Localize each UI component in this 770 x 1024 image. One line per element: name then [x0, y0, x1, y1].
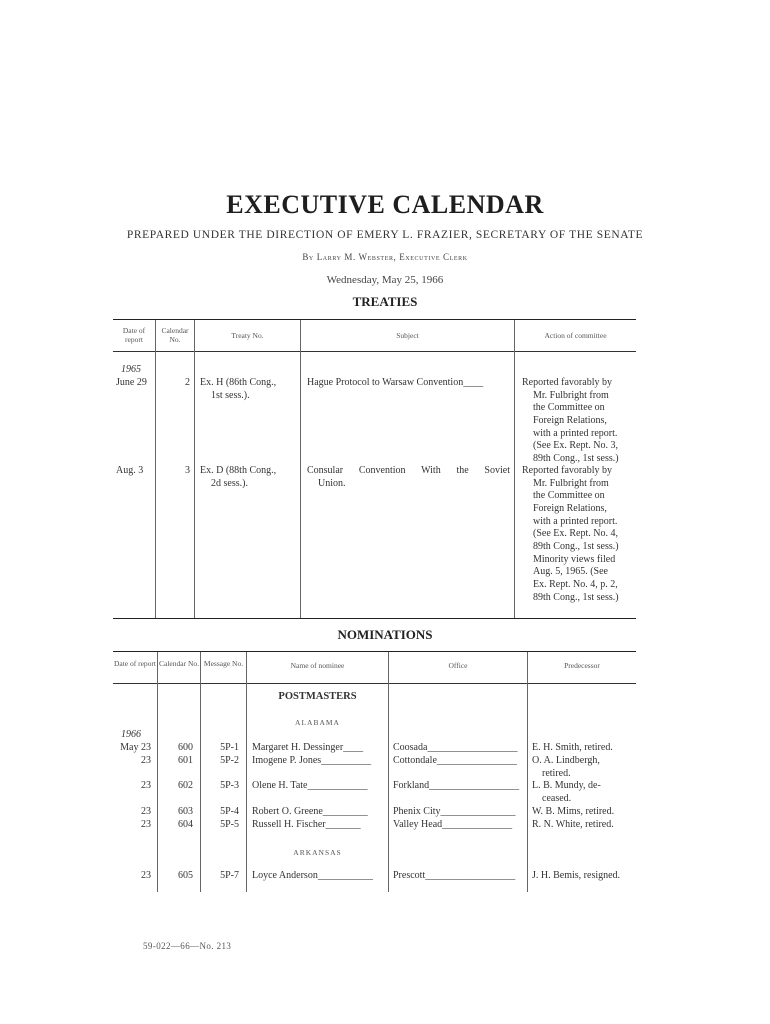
- treaty-action-line: (See Ex. Rept. No. 3,: [533, 440, 618, 451]
- nominations-top-rule: [113, 651, 636, 652]
- nominations-header-rule: [113, 683, 636, 684]
- nomination-message-no: 5P-5: [220, 819, 239, 830]
- nominee-name: Imogene P. Jones__________: [252, 755, 372, 766]
- nomination-message-no: 5P-3: [220, 780, 239, 791]
- treaty-action-line: Mr. Fulbright from: [533, 390, 609, 401]
- nominee-office: Phenix City_______________: [393, 806, 516, 817]
- treaty-action-line: 89th Cong., 1st sess.): [533, 453, 619, 464]
- nomination-calendar-no: 603: [178, 806, 193, 817]
- nominee-name: Russell H. Fischer_______: [252, 819, 361, 830]
- treaty-action-line: Aug. 5, 1965. (See: [533, 566, 608, 577]
- treaties-heading: TREATIES: [352, 294, 418, 309]
- treaty-action-line: Mr. Fulbright from: [533, 478, 609, 489]
- treaty-action-line: Foreign Relations,: [533, 415, 607, 426]
- nominations-col-message: Message No.: [203, 659, 244, 668]
- nominations-col-divider: [527, 652, 528, 892]
- treaty-action-line: 89th Cong., 1st sess.): [533, 541, 619, 552]
- state-heading: ALABAMA: [295, 718, 340, 727]
- nominee-office: Cottondale________________: [393, 755, 517, 766]
- nominee-name: Margaret H. Dessinger____: [252, 742, 364, 753]
- nomination-calendar-no: 605: [178, 870, 193, 881]
- treaties-col-divider: [514, 320, 515, 618]
- nomination-calendar-no: 604: [178, 819, 193, 830]
- nominations-col-predecessor: Predecessor: [564, 661, 600, 670]
- nomination-message-no: 5P-7: [220, 870, 239, 881]
- nominee-predecessor-cont: retired.: [542, 768, 571, 779]
- nominee-predecessor: R. N. White, retired.: [532, 819, 614, 830]
- nomination-date: May 23: [120, 742, 151, 753]
- nominee-name: Olene H. Tate____________: [252, 780, 368, 791]
- nomination-message-no: 5P-1: [220, 742, 239, 753]
- treaties-col-calendar: Calendar No.: [161, 326, 189, 344]
- nominations-col-divider: [200, 652, 201, 892]
- treaty-subject: Hague Protocol to Warsaw Convention____: [307, 377, 484, 388]
- treaty-calendar-no: 2: [185, 377, 190, 388]
- treaties-col-subject: Subject: [396, 331, 419, 340]
- treaties-col-action: Action of committee: [544, 331, 607, 340]
- treaties-top-rule: [113, 319, 636, 320]
- treaty-action-line: Reported favorably by: [522, 377, 612, 388]
- treaty-calendar-no: 3: [185, 465, 190, 476]
- nominee-predecessor: W. B. Mims, retired.: [532, 806, 615, 817]
- prepared-by-line: PREPARED UNDER THE DIRECTION OF EMERY L. FRAZIER, SECRETARY OF THE SENATE: [126, 229, 644, 241]
- nomination-calendar-no: 600: [178, 742, 193, 753]
- treaty-action-line: the Committee on: [533, 490, 605, 501]
- nominations-heading: NOMINATIONS: [337, 627, 433, 642]
- treaties-header-rule: [113, 351, 636, 352]
- nomination-message-no: 5P-4: [220, 806, 239, 817]
- state-heading: ARKANSAS: [293, 848, 342, 857]
- treaty-number: Ex. D (88th Cong.,: [200, 465, 277, 476]
- nominations-col-divider: [388, 652, 389, 892]
- nominee-predecessor-cont: ceased.: [542, 793, 572, 804]
- nomination-calendar-no: 602: [178, 780, 193, 791]
- treaty-date: Aug. 3: [116, 465, 144, 476]
- nominations-year: 1966: [121, 729, 141, 740]
- nomination-date: 23: [141, 870, 151, 881]
- treaties-year: 1965: [121, 364, 141, 375]
- nomination-calendar-no: 601: [178, 755, 193, 766]
- treaties-bottom-rule: [113, 618, 636, 619]
- treaty-action-line: Ex. Rept. No. 4, p. 2,: [533, 579, 618, 590]
- nominations-col-calendar: Calendar No.: [159, 659, 199, 668]
- treaties-col-treaty: Treaty No.: [231, 331, 264, 340]
- nominations-col-date: Date of report: [113, 659, 157, 668]
- nomination-date: 23: [141, 780, 151, 791]
- page-title: EXECUTIVE CALENDAR: [226, 190, 544, 219]
- treaty-subject: Consular Convention With the Soviet: [307, 465, 510, 476]
- treaty-action-line: (See Ex. Rept. No. 4,: [533, 528, 618, 539]
- treaty-action-line: Reported favorably by: [522, 465, 612, 476]
- print-code-footer: 59-022—66—No. 213: [143, 941, 232, 951]
- treaty-action-line: 89th Cong., 1st sess.): [533, 592, 619, 603]
- nominations-col-divider: [157, 652, 158, 892]
- nominee-name: Loyce Anderson___________: [252, 870, 373, 881]
- nominations-col-name: Name of nominee: [290, 661, 345, 670]
- nomination-date: 23: [141, 806, 151, 817]
- treaty-number: Ex. H (86th Cong.,: [200, 377, 277, 388]
- treaty-number-cont: 1st sess.).: [211, 390, 250, 401]
- nominee-office: Valley Head______________: [393, 819, 513, 830]
- nominee-office: Forkland__________________: [393, 780, 520, 791]
- nomination-message-no: 5P-2: [220, 755, 239, 766]
- calendar-date: Wednesday, May 25, 1966: [326, 274, 444, 286]
- treaty-subject-cont: Union.: [318, 478, 346, 489]
- postmasters-category: POSTMASTERS: [278, 691, 357, 702]
- nominee-name: Robert O. Greene_________: [252, 806, 368, 817]
- treaties-col-divider: [194, 320, 195, 618]
- nominee-predecessor: E. H. Smith, retired.: [532, 742, 613, 753]
- executive-clerk-line: By Larry M. Webster, Executive Clerk: [302, 252, 468, 262]
- treaty-action-line: Foreign Relations,: [533, 503, 607, 514]
- nominee-office: Coosada__________________: [393, 742, 518, 753]
- nominee-predecessor: J. H. Bemis, resigned.: [532, 870, 621, 881]
- treaties-col-date: Date of report: [122, 326, 146, 344]
- nominations-col-office: Office: [448, 661, 468, 670]
- treaty-action-line: the Committee on: [533, 402, 605, 413]
- treaty-date: June 29: [116, 377, 147, 388]
- treaties-col-divider: [300, 320, 301, 618]
- treaty-action-line: Minority views filed: [533, 554, 616, 565]
- nominee-predecessor: O. A. Lindbergh,: [532, 755, 600, 766]
- treaty-action-line: with a printed report.: [533, 516, 618, 527]
- treaty-action-line: with a printed report.: [533, 428, 618, 439]
- nominee-predecessor: L. B. Mundy, de-: [532, 780, 601, 791]
- nomination-date: 23: [141, 755, 151, 766]
- nominee-office: Prescott__________________: [393, 870, 516, 881]
- treaty-number-cont: 2d sess.).: [211, 478, 248, 489]
- nomination-date: 23: [141, 819, 151, 830]
